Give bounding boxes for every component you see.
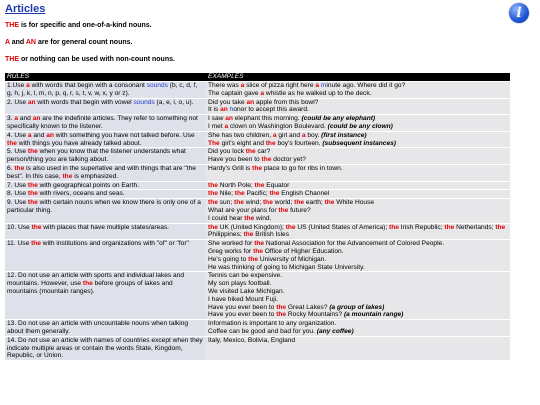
example-line [208, 264, 508, 272]
rule-cell [5, 115, 206, 131]
text-segment: She has two children, [208, 131, 273, 139]
articles-table [5, 72, 510, 361]
article-word: the [62, 172, 73, 180]
text-segment: Coffee can be good and bad for you. [208, 327, 317, 335]
example-cell [206, 272, 510, 319]
text-segment: He was thinking of going to Michigan State University. [208, 263, 365, 271]
article-word: the [244, 214, 255, 222]
example-line [208, 82, 508, 90]
article-word: a [260, 89, 265, 97]
rule-cell [5, 337, 206, 360]
text-segment: Irish Republic; [398, 223, 445, 231]
text-segment: boy's fourteen. [275, 139, 323, 147]
example-line [208, 140, 508, 148]
text-segment: with something you have not talked before. Use [53, 131, 195, 139]
table-row [5, 224, 510, 240]
article-word: the [389, 223, 399, 231]
text-segment: car? [255, 148, 271, 156]
table-row [5, 240, 510, 271]
text-segment: 10. Use [7, 223, 32, 231]
text-segment: What are your plans for [208, 206, 279, 214]
example-line [208, 115, 508, 123]
sound-word: m [320, 82, 327, 89]
table-row [5, 99, 510, 115]
example-note: (subsequent instances) [322, 139, 396, 147]
text-segment: I have hiked Mount Fuji. [208, 295, 279, 303]
text-segment: US (United States of America); [295, 223, 390, 231]
example-line [208, 224, 508, 240]
article-word: a [301, 131, 306, 139]
example-cell [206, 182, 510, 190]
note-a-an [5, 39, 132, 46]
text-segment: Rocky Mountains? [286, 311, 344, 319]
text-segment: UK (United Kingdom); [217, 223, 286, 231]
text-segment: 14. Do not use an article with names of countries except when they indicate multiple areas or contain the words State, Kingdom, Republic, or Union. [7, 336, 203, 360]
article-word: the [14, 164, 25, 172]
text-segment: with geographical points on Earth. [37, 181, 139, 189]
example-note: (could be any elephant) [301, 115, 376, 123]
table-row [5, 320, 510, 336]
rule-cell [5, 240, 206, 271]
table-row [5, 165, 510, 181]
article-word: an [46, 131, 54, 139]
text-segment: Equator [264, 181, 290, 189]
table-row [5, 148, 510, 164]
text-segment: North Pole; [217, 181, 255, 189]
table-row [5, 272, 510, 319]
text-segment: wind; [243, 199, 263, 207]
text-segment: There was [208, 82, 241, 89]
example-note: (a mountain range) [343, 311, 404, 319]
example-cell [206, 99, 510, 115]
rules-header: RULES [5, 73, 206, 81]
example-line [208, 132, 508, 140]
text-segment: is emphasized. [72, 172, 119, 180]
text-segment: are the indefinite articles. They refer to something not specifically known to the listener. [7, 115, 198, 130]
text-segment: 5. Use [7, 148, 28, 156]
text-segment: The captain gave [208, 89, 261, 97]
article-word: the [27, 190, 38, 198]
examples-header: EXAMPLES [206, 73, 510, 81]
note-text: or nothing can be used with non-count nouns. [19, 56, 175, 63]
text-segment: Have you ever been to [208, 303, 277, 311]
rule-cell [5, 224, 206, 240]
text-segment: 8. Use [7, 190, 28, 198]
text-segment: English Channel [279, 190, 330, 198]
example-cell [206, 165, 510, 181]
example-line [208, 190, 508, 198]
article-word: the [495, 223, 506, 231]
article-word: an [225, 115, 233, 123]
example-cell [206, 337, 510, 360]
text-segment: Philippines; [208, 231, 244, 239]
article-word: the [276, 311, 287, 319]
text-segment: I met [208, 122, 225, 130]
example-note: (could be any clown) [327, 122, 393, 130]
text-segment: Did you take [208, 98, 247, 106]
example-line [208, 311, 508, 319]
text-segment: Great Lakes? [286, 303, 330, 311]
article-word: the [31, 240, 41, 248]
article-word: a [27, 131, 32, 139]
rule-cell [5, 190, 206, 198]
article-word: the [243, 231, 254, 239]
article-word: a [224, 122, 229, 130]
text-segment: 9. Use [7, 199, 28, 207]
rule-cell [5, 148, 206, 164]
example-line [208, 288, 508, 296]
table-row [5, 115, 510, 131]
rule-cell [5, 199, 206, 222]
example-line [208, 99, 508, 107]
text-segment: with things you have already talked about. [16, 139, 142, 147]
text-segment: I saw [208, 115, 226, 123]
note-mid: and [9, 39, 26, 46]
rule-cell [5, 320, 206, 336]
note-lead: A [5, 39, 10, 46]
example-line [208, 296, 508, 304]
text-segment: Have you ever been to [208, 311, 277, 319]
text-segment: with institutions and organizations with "of" or "for" [40, 240, 189, 248]
text-segment: Italy, Mexico, Bolivia, England [208, 336, 296, 344]
table-row [5, 199, 510, 222]
example-cell [206, 190, 510, 198]
example-cell [206, 224, 510, 240]
article-word: the [248, 255, 259, 263]
text-segment: with places that have multiple states/areas. [41, 223, 169, 231]
example-line [208, 272, 508, 280]
text-segment: Office of Higher Education. [262, 247, 344, 255]
text-segment: Netherlands; [454, 223, 496, 231]
sound-word: h [229, 106, 234, 114]
sound-word: sounds [146, 82, 168, 89]
article-word: the [208, 199, 218, 207]
example-cell [206, 320, 510, 336]
table-row [5, 82, 510, 98]
article-word: an [220, 106, 228, 114]
text-segment: girl's eight and [219, 139, 266, 147]
text-segment: 4. Use [7, 131, 28, 139]
example-line [208, 106, 508, 114]
article-word: the [245, 148, 256, 156]
example-cell [206, 240, 510, 271]
example-line [208, 90, 508, 98]
article-word: The [208, 139, 220, 147]
article-word: the [252, 164, 263, 172]
text-segment: Have you been to [208, 156, 262, 164]
article-word: the [7, 139, 17, 147]
rule-cell [5, 132, 206, 148]
example-line [208, 304, 508, 312]
example-line [208, 123, 508, 131]
example-line [208, 337, 508, 345]
text-segment: when you know that the listener understands what person/thing you are talking about. [7, 148, 186, 164]
rule-cell [5, 99, 206, 115]
rule-cell [5, 182, 206, 190]
text-segment: Tennis can be expensive. [208, 272, 283, 280]
text-segment: Nile; [217, 190, 235, 198]
note-text: is for specific and one-of-a-kind nouns. [19, 22, 152, 29]
text-segment: and [31, 131, 47, 139]
table-body [5, 82, 510, 360]
article-word: an [32, 115, 41, 123]
article-word: the [278, 206, 289, 214]
article-word: the [27, 181, 38, 189]
article-word: the [262, 199, 273, 207]
rule-cell [5, 82, 206, 98]
text-segment: She worked for [208, 240, 255, 248]
example-note: (first instance) [321, 131, 367, 139]
note-lead: THE [5, 22, 19, 29]
article-word: an [246, 98, 255, 106]
text-segment: 1.Use [7, 82, 27, 89]
text-segment: apple from this bowl? [254, 98, 319, 106]
article-word: the [254, 240, 265, 248]
article-word: the [265, 139, 276, 147]
article-word: the [276, 303, 287, 311]
article-word: the [294, 199, 305, 207]
article-word: an [27, 98, 36, 106]
article-word: the [444, 223, 455, 231]
article-word: the [234, 199, 244, 207]
example-note: (any coffee) [316, 327, 354, 335]
text-segment: before groups of lakes and mountains (mountain ranges). [7, 280, 173, 295]
article-word: the [27, 199, 38, 207]
text-segment: 13. Do not use an article with uncountable nouns when talking about them generally. [7, 320, 189, 335]
example-line [208, 148, 508, 156]
text-segment: world; [272, 199, 295, 207]
article-word: the [31, 223, 42, 231]
example-line [208, 207, 508, 215]
article-word: a [315, 82, 320, 89]
note-lead: THE [5, 56, 19, 63]
text-segment: Greg works for [208, 247, 254, 255]
text-segment: He's going to [208, 255, 249, 263]
article-word: a [26, 82, 30, 89]
text-segment: elephant this morning. [232, 115, 302, 123]
text-segment: I could hear [208, 214, 245, 222]
example-line [208, 256, 508, 264]
article-word: the [261, 156, 272, 164]
text-segment: whistle as he walked up to the deck. [264, 89, 372, 97]
example-line [208, 215, 508, 223]
text-segment: inute ago. Where did it go? [326, 82, 406, 89]
text-segment: (b, c, d, f, g, h, j, k, l, m, n, p, q, r, s, t, v, w, x, y or z). [7, 82, 198, 97]
text-segment: We visited Lake Michigan. [208, 287, 285, 295]
note-the [5, 22, 152, 29]
table-row [5, 182, 510, 190]
rule-cell [5, 272, 206, 319]
article-word: a [240, 82, 245, 89]
article-word: the [324, 199, 335, 207]
example-cell [206, 82, 510, 98]
example-line [208, 165, 508, 173]
article-word: the [234, 190, 245, 198]
text-segment: British Isles [253, 231, 289, 239]
article-word: the [208, 223, 218, 231]
table-row [5, 337, 510, 360]
article-word: the [82, 280, 93, 288]
note-text: are for general count nouns. [36, 39, 133, 46]
example-line [208, 320, 508, 328]
table-header-row [5, 73, 510, 81]
article-word: the [269, 190, 280, 198]
text-segment: 6. [7, 164, 15, 172]
example-line [208, 182, 508, 190]
article-word: the [27, 148, 38, 156]
example-cell [206, 199, 510, 222]
note-noncount [5, 56, 175, 63]
info-icon[interactable]: i [509, 3, 529, 23]
text-segment: 11. Use [7, 240, 32, 248]
example-line [208, 280, 508, 288]
example-cell [206, 148, 510, 164]
text-segment: earth; [304, 199, 325, 207]
example-line [208, 240, 508, 248]
text-segment: 3. [7, 115, 15, 123]
text-segment: Pacific; [244, 190, 270, 198]
text-segment: My son plays football. [208, 280, 272, 288]
text-segment: 12. Do not use an article with sports and individual lakes and mountains. However, use [7, 272, 185, 288]
text-segment: doctor yet? [271, 156, 306, 164]
text-segment: (a, e, i, o, u). [154, 98, 194, 106]
note-lead2: AN [25, 39, 36, 46]
example-note: (a group of lakes) [329, 303, 385, 311]
example-line [208, 248, 508, 256]
article-word: the [254, 181, 265, 189]
text-segment: onor to accept this award. [233, 106, 309, 114]
example-line [208, 156, 508, 164]
text-segment: place to go for ribs in town. [262, 164, 343, 172]
text-segment: 7. Use [7, 181, 28, 189]
example-cell [206, 132, 510, 148]
text-segment: with rivers, oceans and seas. [37, 190, 125, 198]
text-segment: wind. [254, 214, 272, 222]
article-word: the [285, 223, 296, 231]
page-title[interactable]: Articles [5, 3, 46, 15]
text-segment: Information is important to any organization. [208, 320, 337, 328]
article-word: the [208, 190, 218, 198]
text-segment: slice of pizza right here [244, 82, 316, 89]
text-segment: future? [288, 206, 311, 214]
table-row [5, 190, 510, 198]
example-cell [206, 115, 510, 131]
table-row [5, 132, 510, 148]
text-segment: sun; [217, 199, 235, 207]
text-segment: with certain nouns when we know there is only one of a particular thing. [7, 199, 201, 214]
article-word: the [253, 247, 263, 255]
text-segment: University of Michigan. [258, 255, 327, 263]
text-segment: boy. [305, 131, 322, 139]
text-segment: Hardy's Grill is [208, 164, 253, 172]
article-word: a [14, 115, 19, 123]
text-segment: Did you lock [208, 148, 246, 156]
text-segment: National Association for the Advancement of Colored People. [264, 240, 445, 248]
text-segment: is also used in the superlative and with things that are "the best". In this case, [7, 164, 196, 180]
text-segment: clown on Washington Boulevard. [228, 122, 328, 130]
article-word: the [208, 181, 218, 189]
text-segment: It is [208, 106, 221, 114]
rule-cell [5, 165, 206, 181]
sound-word: sounds [133, 98, 155, 106]
text-segment: with words that begin with a consonant [29, 82, 147, 89]
text-segment: 2. Use [7, 98, 28, 106]
example-line [208, 328, 508, 336]
article-word: a [272, 131, 277, 139]
example-line [208, 199, 508, 207]
text-segment: and [18, 115, 33, 123]
text-segment: with words that begin with vowel [35, 98, 134, 106]
text-segment: girl and [276, 131, 302, 139]
text-segment: White House [334, 199, 375, 207]
